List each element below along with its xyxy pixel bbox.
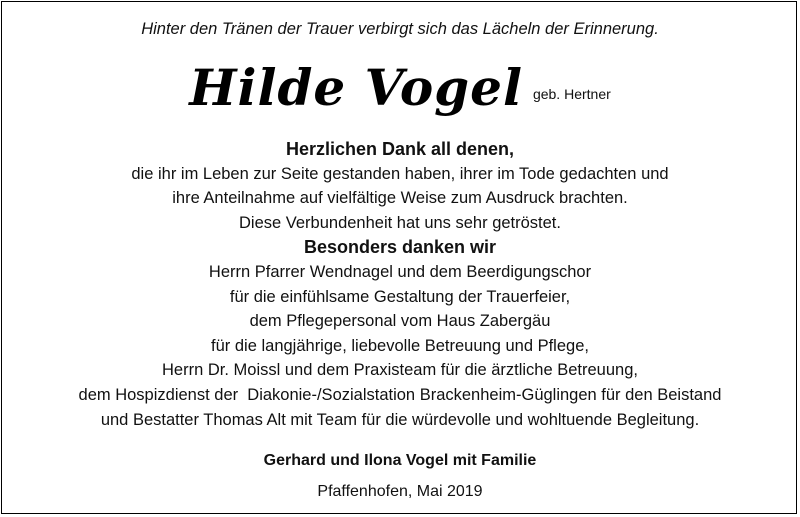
special-thanks-line: Herrn Dr. Moissl und dem Praxisteam für die ärztliche Betreuung, (162, 361, 638, 380)
special-thanks-line: und Bestatter Thomas Alt mit Team für die würdevolle und wohltuende Begleitung. (100, 410, 700, 429)
birth-name: geb. Hertner (532, 86, 611, 102)
special-thanks-line: dem Pflegepersonal vom Haus Zabergäu (249, 312, 551, 331)
name-line (0, 58, 800, 117)
special-thanks-line: für die einfühlsame Gestaltung der Trauerfeier, (229, 287, 571, 306)
thanks-line: Diese Verbundenheit hat uns sehr getröstet. (239, 213, 561, 232)
thanks-line: ihre Anteilnahme auf vielfältige Weise zum Ausdruck brachten. (172, 189, 628, 208)
special-thanks-line: Herrn Pfarrer Wendnagel und dem Beerdigungschor (208, 262, 592, 281)
thanks-line: die ihr im Leben zur Seite gestanden haben, ihrer im Tode gedachten und (131, 164, 669, 183)
special-thanks-line: für die langjährige, liebevolle Betreuung und Pflege, (211, 336, 589, 355)
motto-text: Hinter den Tränen der Trauer verbirgt sich das Lächeln der Erinnerung. (141, 20, 659, 38)
deceased-name: Hilde Vogel (189, 58, 523, 117)
thanks-body (0, 137, 800, 432)
place-date: Pfaffenhofen, Mai 2019 (317, 483, 483, 500)
signature: Gerhard und Ilona Vogel mit Familie (263, 452, 537, 469)
special-thanks-line: dem Hospizdienst der Diakonie-/Sozialstation Brackenheim-Güglingen für den Beistand (78, 385, 722, 404)
special-thanks-heading: Besonders danken wir (303, 237, 497, 258)
thanks-heading: Herzlichen Dank all denen, (285, 139, 515, 159)
